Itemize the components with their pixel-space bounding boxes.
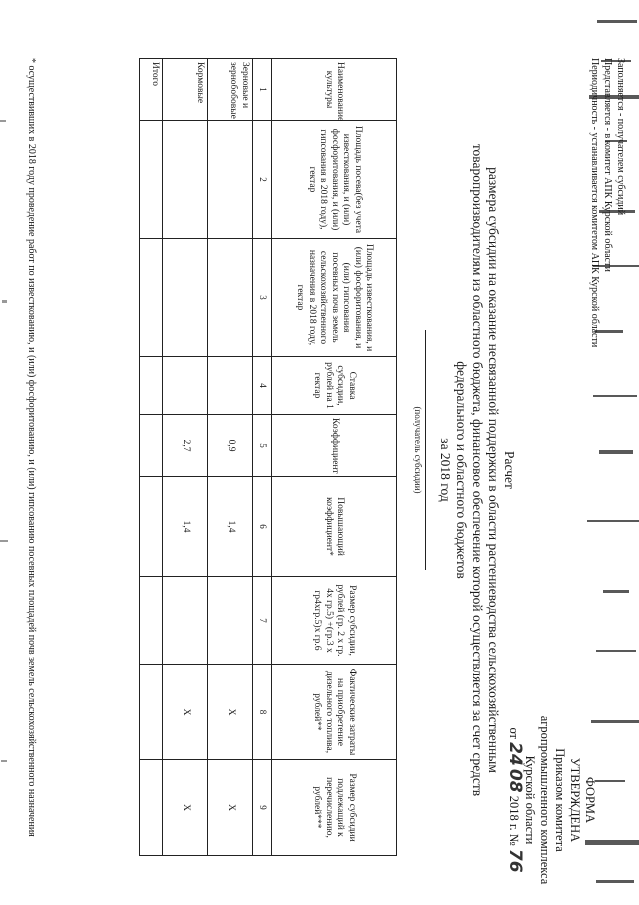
table-cell bbox=[163, 577, 208, 665]
title-line: за 2018 год bbox=[438, 438, 453, 502]
crop-name: Кормовые bbox=[163, 59, 208, 121]
document-title bbox=[437, 110, 517, 830]
table-cell bbox=[163, 239, 208, 357]
column-number: 9 bbox=[253, 760, 272, 856]
handwritten-number: 76 bbox=[505, 848, 525, 873]
year-suffix: 2018 г. № bbox=[507, 795, 521, 846]
table-cell bbox=[208, 357, 253, 415]
column-number-row bbox=[253, 59, 272, 856]
table-cell bbox=[140, 760, 163, 856]
crop-name: Зерновые и зернобобовые bbox=[208, 59, 253, 121]
table-cell bbox=[163, 357, 208, 415]
table-row bbox=[208, 59, 253, 856]
approved-label: УТВЕРЖДЕНА bbox=[568, 757, 582, 843]
column-header: Размер субсидии подлежащий к перечислению, рублей*** bbox=[272, 760, 397, 856]
table-cell bbox=[140, 415, 163, 477]
coefficient-cell: 0,9 bbox=[208, 415, 253, 477]
column-number: 3 bbox=[253, 239, 272, 357]
approval-line: Приказом комитета bbox=[553, 748, 567, 852]
approval-line: Курской области bbox=[523, 755, 537, 845]
title-line: товаропроизводителям из областного бюджета, финансовое обеспечение которой осуществляется за счет средств bbox=[470, 143, 485, 797]
table-cell: Х bbox=[163, 665, 208, 760]
table-cell: Х bbox=[163, 760, 208, 856]
column-header: Ставка субсидии, рублей на 1 гектар bbox=[272, 357, 397, 415]
column-number: 2 bbox=[253, 121, 272, 239]
column-number: 4 bbox=[253, 357, 272, 415]
column-number: 8 bbox=[253, 665, 272, 760]
approval-line: агропромышленного комплекса bbox=[538, 715, 552, 885]
table-cell bbox=[140, 577, 163, 665]
column-header: Размер субсидии, рублей (гр. 2 х гр. 4х гр.5) +(гр.3 х гр4хгр.5)х гр.6 bbox=[272, 577, 397, 665]
recipient-caption: (получатель субсидии) bbox=[413, 406, 423, 494]
table-cell bbox=[140, 477, 163, 577]
header-note: Периодичность - устанавливается комитетом АПК Курской области bbox=[589, 58, 600, 348]
subsidy-table bbox=[139, 58, 397, 856]
table-cell bbox=[208, 239, 253, 357]
handwritten-month: 08 bbox=[505, 768, 525, 793]
column-header: Коэффициент bbox=[272, 415, 397, 477]
title-line: размера субсидии на оказание несвязанной поддержки в области растениеводства сельскохозяйственным bbox=[486, 167, 501, 773]
column-header: Повышающий коэффициент* bbox=[272, 477, 397, 577]
footnote: * осуществивших в 2018 году проведение работ по известкованию, и (или) фосфоритованию, и (или) гипсованию посевных площадей почв земель сельскохозяйственного назначения bbox=[26, 58, 37, 837]
table-cell bbox=[208, 121, 253, 239]
table-cell: Х bbox=[208, 760, 253, 856]
recipient-field bbox=[413, 330, 426, 570]
coefficient-cell: 2,7 bbox=[163, 415, 208, 477]
recipient-underline bbox=[425, 330, 426, 570]
table-cell bbox=[140, 239, 163, 357]
table-cell bbox=[140, 665, 163, 760]
table-cell: Х bbox=[208, 665, 253, 760]
title-line: федерального и областного бюджетов bbox=[454, 361, 469, 579]
column-header: Площадь известкования, и (или) фосфоритования, и (или) гипсования посевных почв земель сельскохозяйственного назначения в 2018 году, гектар bbox=[272, 239, 397, 357]
column-number: 5 bbox=[253, 415, 272, 477]
header-note: Заполняется - получателем субсидий bbox=[615, 58, 626, 216]
column-number: 6 bbox=[253, 477, 272, 577]
form-label: ФОРМА bbox=[583, 776, 597, 824]
table-cell bbox=[208, 577, 253, 665]
approval-block bbox=[506, 705, 597, 895]
boost-coefficient-cell: 1,4 bbox=[208, 477, 253, 577]
column-header: Фактические затраты на приобретение дизельного топлива, рублей** bbox=[272, 665, 397, 760]
header-note: Представляется - в комитет АПК Курской области bbox=[602, 58, 613, 272]
total-label: Итого bbox=[140, 59, 163, 121]
table-cell bbox=[140, 357, 163, 415]
total-row bbox=[140, 59, 163, 856]
column-header: Площадь посева(без учета известкования, и (или) фосфоритования, и (или) гипсования в 2018 году), гектар bbox=[272, 121, 397, 239]
column-header: Наименование культуры bbox=[272, 59, 397, 121]
table-cell bbox=[140, 121, 163, 239]
handwritten-day: 24 bbox=[505, 742, 525, 766]
table-header-row bbox=[272, 59, 397, 856]
table-row bbox=[163, 59, 208, 856]
column-number: 1 bbox=[253, 59, 272, 121]
table-cell bbox=[163, 121, 208, 239]
date-prefix: от bbox=[507, 727, 521, 739]
title-line: Расчет bbox=[502, 451, 517, 489]
boost-coefficient-cell: 1,4 bbox=[163, 477, 208, 577]
column-number: 7 bbox=[253, 577, 272, 665]
